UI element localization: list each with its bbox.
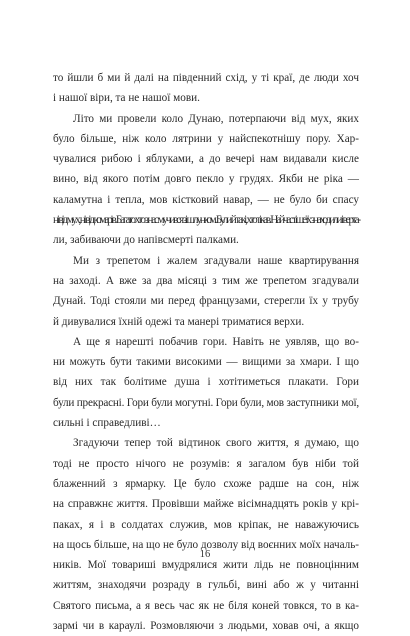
text-line: каламутна і тепла, мов кістковий навар, — не було би спасу (53, 193, 359, 206)
text-line: було більше, ніж коло лятрини у найспекотнішу пору. Хар- (53, 132, 359, 145)
text-line: ни можуть бути такими високими — вищими за хмари. І що (53, 356, 359, 369)
text-line: зармі чи в караулі. Розмовляючи з людьми, ховав очі, а якщо (53, 620, 359, 633)
text-line: Ми з трепетом і жалем згадували наше квартирування (73, 254, 359, 267)
text-line: на щось більше, на що не було дозволу від воєнних моїх началь- (53, 538, 359, 551)
paragraph (53, 109, 359, 251)
paragraph (53, 68, 359, 109)
text-line: Святого письма, а я весь час як не біля коней товкся, то в ка- (53, 599, 359, 612)
paragraph (53, 433, 359, 636)
page-number: 16 (199, 549, 211, 560)
text-line: тоді не просто нічого не розумів: я загалом був ніби той (53, 457, 359, 470)
paragraph (53, 332, 359, 433)
text-line: були прекрасні. Гори були могутні. Гори були, мов заступники мої, (53, 396, 359, 409)
text-line: чувалися рибою і яблуками, а до вечері нам видавали кисле (53, 153, 359, 166)
text-line: то йшли б ми й далі на південний схід, у ті краї, де люди хоч (53, 72, 359, 84)
text-line: життям, знаходячи розраду в гульбі, вині або ж у читанні (53, 579, 359, 592)
text-line: А ще я нарешті побачив гори. Навіть не уявляв, що во- (73, 335, 359, 348)
text-line: вино, від якого потім довго пекло у грудях. Якби не ріка — (53, 173, 359, 186)
text-line: й дивувалися їхній одежі та манері триматися верхи. (53, 315, 305, 328)
text-line: Згадуючи тепер той відтинок свого життя, я думаю, що (73, 437, 359, 450)
text-line: на справжнє життя. Провівши майже вісімнадцять років у крі- (53, 498, 359, 511)
text-line: ли, забиваючи до напівсмерті палками. (53, 234, 239, 247)
text-line: на заході. А вже за два місяці з тим же трепетом згадували (53, 274, 359, 287)
text-line: ні від мух, ні від комарів. Багато хто з нас мучився зі шлунком. Були й такі, хто тікав. Найчастіше їх знаходили і верта- (53, 214, 359, 227)
text-line: Літо ми провели коло Дунаю, потерпаючи від мух, яких (73, 112, 359, 125)
text-line: паках, я і в солдатах служив, мов кріпак, не наважуючись (53, 518, 359, 531)
text-line: Дунай. Тоді стояли ми перед французами, стерегли їх у трубу (53, 295, 359, 308)
text-line: від них так болітиме душа і хотітиметься плакати. Гори (53, 376, 359, 389)
text-line: ників. Мої товариші вмудрялися жити лідь не повноцінним (53, 559, 359, 572)
paragraph (53, 251, 359, 332)
text-line: сильні і справедливі… (53, 417, 161, 430)
text-line: і нашої віри, та не нашої мови. (53, 92, 200, 105)
text-line: блаженний з ярмарку. Це було схоже радше на сон, ніж (53, 477, 359, 490)
